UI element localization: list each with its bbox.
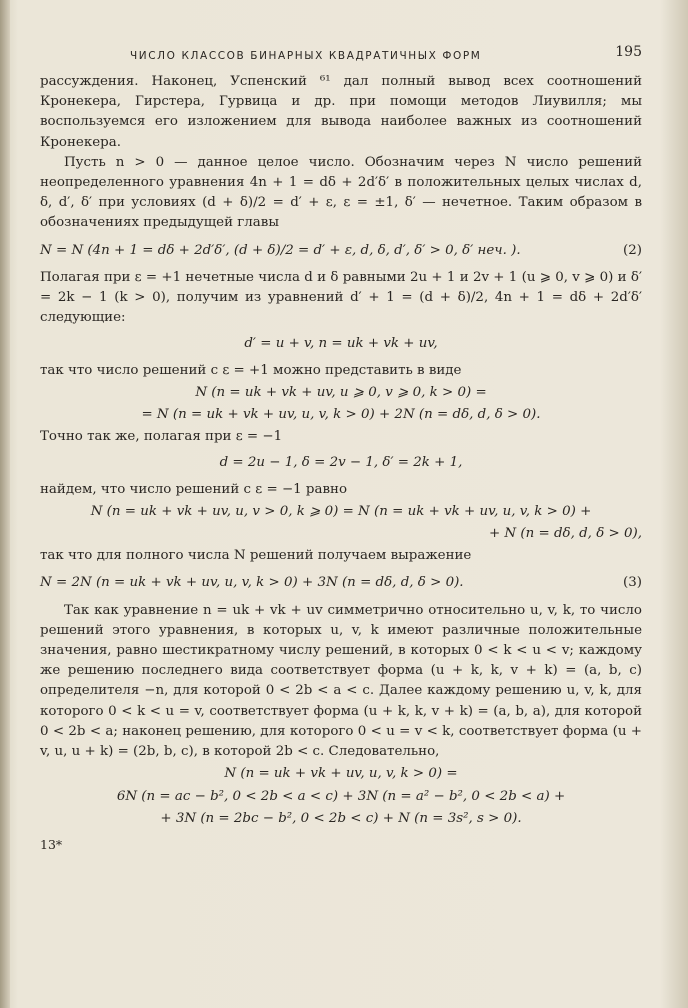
equation-2 — [40, 241, 642, 261]
paragraph-6: найдем, что число решений с ε = −1 равно — [40, 481, 348, 497]
equation-2-body: N = N (4n + 1 = dδ + 2d′δ′, (d + δ)/2 = d′ + ε, d, δ, d′, δ′ > 0, δ′ неч. ). — [40, 242, 521, 258]
equation-3-number: (3) — [623, 575, 642, 591]
running-title: ЧИСЛО КЛАССОВ БИНАРНЫХ КВАДРАТИЧНЫХ ФОРМ — [130, 50, 482, 62]
equation-3 — [40, 573, 642, 593]
paragraph-2: Пусть n > 0 — данное целое число. Обозначим через N число решений неопределенного уравнения 4n + 1 = dδ + 2d′δ′ в положительных целых числах d, δ, d′, δ′ при условиях (d + δ)/2 = d′ + ε, ε = ±1, δ′ — нечетное. Таким образом в обозначениях предыдущей главы — [40, 154, 642, 231]
formula-5b: 6N (n = ac − b², 0 < 2b < a < c) + 3N (n = a² − b², 0 < 2b < a) + — [116, 788, 566, 804]
formula-3: d = 2u − 1, δ = 2v − 1, δ′ = 2k + 1, — [219, 455, 463, 471]
paragraph-3: Полагая при ε = +1 нечетные числа d и δ равными 2u + 1 и 2v + 1 (u ⩾ 0, v ⩾ 0) и δ′ = 2k − 1 (k > 0), получим из уравнений d′ + 1 = (d + δ)/2, 4n + 1 = dδ + 2d′δ′ следующие: — [40, 269, 642, 326]
formula-5c: + 3N (n = 2bc − b², 0 < 2b < c) + N (n = 3s², s > 0). — [160, 810, 522, 826]
page-header — [40, 42, 642, 72]
paragraph-7: так что для полного числа N решений получаем выражение — [40, 548, 472, 564]
formula-2a: N (n = uk + vk + uv, u ⩾ 0, v ⩾ 0, k > 0) = — [195, 384, 487, 400]
formula-5a: N (n = uk + vk + uv, u, v, k > 0) = — [224, 766, 458, 782]
paragraph-5: Точно так же, полагая при ε = −1 — [40, 429, 283, 445]
paragraph-1: рассуждения. Наконец, Успенский ⁶¹ дал полный вывод всех соотношений Кронекера, Гирстера, Гурвица и др. при помощи методов Лиувилля; мы воспользуемся его изложением для вывода наиболее важных из соотношений Кронекера. — [40, 74, 642, 150]
page-number: 195 — [615, 44, 642, 60]
equation-2-number: (2) — [623, 242, 642, 258]
formula-4b: + N (n = dδ, d, δ > 0), — [488, 526, 642, 542]
signature-mark: 13* — [40, 836, 63, 852]
equation-3-body: N = 2N (n = uk + vk + uv, u, v, k > 0) + 3N (n = dδ, d, δ > 0). — [40, 575, 464, 591]
page-content — [40, 42, 642, 855]
paragraph-4: так что число решений с ε = +1 можно представить в виде — [40, 362, 462, 378]
formula-2b: = N (n = uk + vk + uv, u, v, k > 0) + 2N (n = dδ, d, δ > 0). — [141, 407, 541, 423]
page-gutter — [0, 0, 10, 1008]
formula-4a: N (n = uk + vk + uv, u, v > 0, k ⩾ 0) = N (n = uk + vk + uv, u, v, k > 0) + — [90, 503, 592, 519]
formula-1: d′ = u + v, n = uk + vk + uv, — [244, 336, 438, 352]
paragraph-8: Так как уравнение n = uk + vk + uv симметрично относительно u, v, k, то число решений этого уравнения, в которых u, v, k имеют различные положительные значения, равно шестикратному числу решений, в которых 0 < k < u < v; каждому же решению последнего вида соответствует форма (u + k, k, v + k) = (a, b, c) определителя −n, для которой 0 < 2b < a < c. Далее каждому решению u, v, k, для которого 0 < k < u = v, соответствует форма (u + k, k, v + k) = (a, b, a), для которой 0 < 2b < a; наконец решению, для которого 0 < u = v < k, соответствует форма (u + v, u, u + k) = (2b, b, c), в которой 2b < c. Следовательно, — [40, 602, 642, 760]
